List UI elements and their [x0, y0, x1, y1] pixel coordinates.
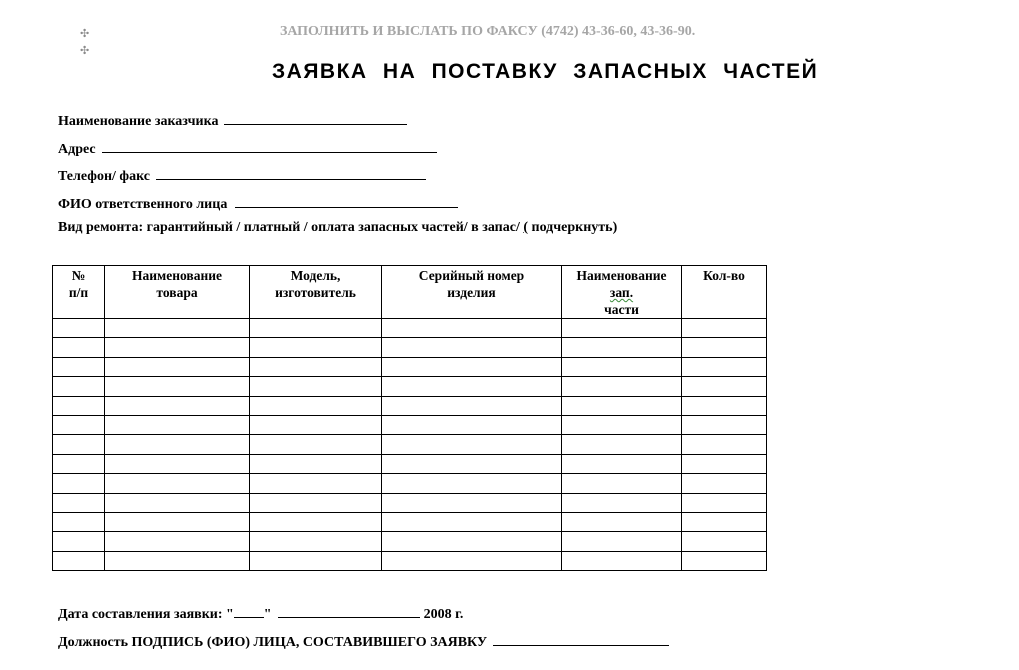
table-row	[53, 319, 767, 338]
table-cell[interactable]	[682, 493, 767, 512]
table-cell[interactable]	[562, 415, 682, 434]
col-header-serial: Серийный номер изделия	[382, 266, 562, 319]
table-cell[interactable]	[250, 551, 382, 570]
table-cell[interactable]	[682, 454, 767, 473]
table-cell[interactable]	[682, 415, 767, 434]
col-header-model: Модель, изготовитель	[250, 266, 382, 319]
table-cell[interactable]	[250, 493, 382, 512]
table-cell[interactable]	[53, 532, 105, 551]
table-cell[interactable]	[562, 493, 682, 512]
table-row	[53, 415, 767, 434]
table-cell[interactable]	[250, 396, 382, 415]
table-cell[interactable]	[562, 532, 682, 551]
table-row	[53, 396, 767, 415]
table-cell[interactable]	[382, 357, 562, 376]
table-cell[interactable]	[682, 435, 767, 454]
table-cell[interactable]	[382, 493, 562, 512]
table-cell[interactable]	[105, 551, 250, 570]
table-row	[53, 454, 767, 473]
table-cell[interactable]	[105, 415, 250, 434]
customer-field	[58, 110, 407, 130]
contact-label: ФИО ответственного лица	[58, 197, 228, 212]
table-cell[interactable]	[562, 396, 682, 415]
table-cell[interactable]	[382, 512, 562, 531]
signature-blank[interactable]	[493, 631, 669, 646]
table-cell[interactable]	[105, 435, 250, 454]
table-cell[interactable]	[53, 338, 105, 357]
col-header-quantity: Кол-во	[682, 266, 767, 319]
bullet-marker-icon: ✣	[80, 27, 90, 40]
contact-field	[58, 193, 458, 213]
table-header-row	[53, 266, 767, 319]
table-cell[interactable]	[105, 454, 250, 473]
table-cell[interactable]	[53, 319, 105, 338]
table-cell[interactable]	[562, 377, 682, 396]
table-cell[interactable]	[53, 512, 105, 531]
date-line	[58, 603, 463, 623]
table-row	[53, 474, 767, 493]
date-year: 2008 г.	[423, 607, 464, 622]
table-cell[interactable]	[53, 377, 105, 396]
table-cell[interactable]	[562, 474, 682, 493]
bullet-marker-icon: ✣	[80, 44, 90, 57]
page-title: ЗАЯВКА НА ПОСТАВКУ ЗАПАСНЫХ ЧАСТЕЙ	[272, 60, 819, 83]
date-month-blank[interactable]	[278, 603, 420, 618]
table-cell[interactable]	[682, 532, 767, 551]
table-cell[interactable]	[382, 474, 562, 493]
parts-table-body	[53, 319, 767, 571]
table-cell[interactable]	[53, 454, 105, 473]
repair-type-text: Вид ремонта: гарантийный / платный / оплата запасных частей/ в запас/	[58, 220, 524, 235]
table-cell[interactable]	[562, 454, 682, 473]
signature-label: Должность ПОДПИСЬ (ФИО) ЛИЦА, СОСТАВИВШЕГО ЗАЯВКУ	[58, 635, 488, 650]
col-header-product: Наименование товара	[105, 266, 250, 319]
address-label: Адрес	[58, 142, 96, 157]
table-cell[interactable]	[53, 415, 105, 434]
table-cell[interactable]	[562, 338, 682, 357]
table-cell[interactable]	[562, 319, 682, 338]
customer-label: Наименование заказчика	[58, 114, 219, 129]
table-cell[interactable]	[562, 551, 682, 570]
table-row	[53, 551, 767, 570]
contact-blank[interactable]	[235, 193, 458, 208]
table-cell[interactable]	[105, 512, 250, 531]
signature-line	[58, 631, 669, 651]
table-cell[interactable]	[250, 512, 382, 531]
address-field	[58, 138, 437, 158]
col-header-number: № п/п	[53, 266, 105, 319]
table-cell[interactable]	[250, 319, 382, 338]
table-row	[53, 435, 767, 454]
table-row	[53, 512, 767, 531]
col-header-part-name: Наименование зап. части	[562, 266, 682, 319]
repair-type-line	[58, 220, 617, 236]
table-cell[interactable]	[682, 338, 767, 357]
table-cell[interactable]	[105, 493, 250, 512]
table-row	[53, 338, 767, 357]
table-cell[interactable]	[562, 357, 682, 376]
table-cell[interactable]	[53, 551, 105, 570]
table-cell[interactable]	[382, 396, 562, 415]
table-cell[interactable]	[682, 319, 767, 338]
table-cell[interactable]	[250, 415, 382, 434]
table-cell[interactable]	[53, 396, 105, 415]
phone-field	[58, 165, 426, 185]
table-cell[interactable]	[382, 319, 562, 338]
table-cell[interactable]	[562, 435, 682, 454]
parts-table	[52, 265, 767, 571]
table-cell[interactable]	[105, 474, 250, 493]
table-cell[interactable]	[250, 435, 382, 454]
phone-blank[interactable]	[156, 165, 426, 180]
table-cell[interactable]	[250, 474, 382, 493]
table-cell[interactable]	[562, 512, 682, 531]
table-cell[interactable]	[682, 512, 767, 531]
customer-blank[interactable]	[224, 110, 407, 125]
table-cell[interactable]	[53, 493, 105, 512]
table-cell[interactable]	[382, 532, 562, 551]
table-cell[interactable]	[105, 319, 250, 338]
fax-instruction: ЗАПОЛНИТЬ И ВЫСЛАТЬ ПО ФАКСУ (4742) 43-36-60, 43-36-90.	[280, 24, 696, 39]
table-cell[interactable]	[382, 454, 562, 473]
table-cell[interactable]	[682, 396, 767, 415]
table-cell[interactable]	[250, 532, 382, 551]
repair-type-note: подчеркнуть)	[528, 220, 618, 235]
table-cell[interactable]	[250, 454, 382, 473]
repair-type-paren: (	[523, 220, 529, 235]
table-cell[interactable]	[53, 435, 105, 454]
table-cell[interactable]	[382, 377, 562, 396]
date-label: Дата составления заявки: "	[58, 607, 234, 622]
table-cell[interactable]	[53, 474, 105, 493]
table-cell[interactable]	[382, 338, 562, 357]
table-cell[interactable]	[382, 415, 562, 434]
table-row	[53, 532, 767, 551]
table-cell[interactable]	[105, 357, 250, 376]
date-day-blank[interactable]	[234, 603, 264, 618]
table-cell[interactable]	[105, 532, 250, 551]
table-cell[interactable]	[682, 551, 767, 570]
address-blank[interactable]	[102, 138, 437, 153]
phone-label: Телефон/ факс	[58, 169, 151, 184]
table-cell[interactable]	[382, 435, 562, 454]
table-cell[interactable]	[682, 377, 767, 396]
table-cell[interactable]	[250, 377, 382, 396]
table-cell[interactable]	[53, 357, 105, 376]
table-cell[interactable]	[250, 357, 382, 376]
table-cell[interactable]	[682, 357, 767, 376]
table-cell[interactable]	[105, 396, 250, 415]
table-row	[53, 357, 767, 376]
table-cell[interactable]	[105, 377, 250, 396]
date-quote-close: "	[263, 607, 272, 622]
table-cell[interactable]	[382, 551, 562, 570]
table-row	[53, 493, 767, 512]
table-cell[interactable]	[682, 474, 767, 493]
table-row	[53, 377, 767, 396]
table-cell[interactable]	[105, 338, 250, 357]
table-cell[interactable]	[250, 338, 382, 357]
